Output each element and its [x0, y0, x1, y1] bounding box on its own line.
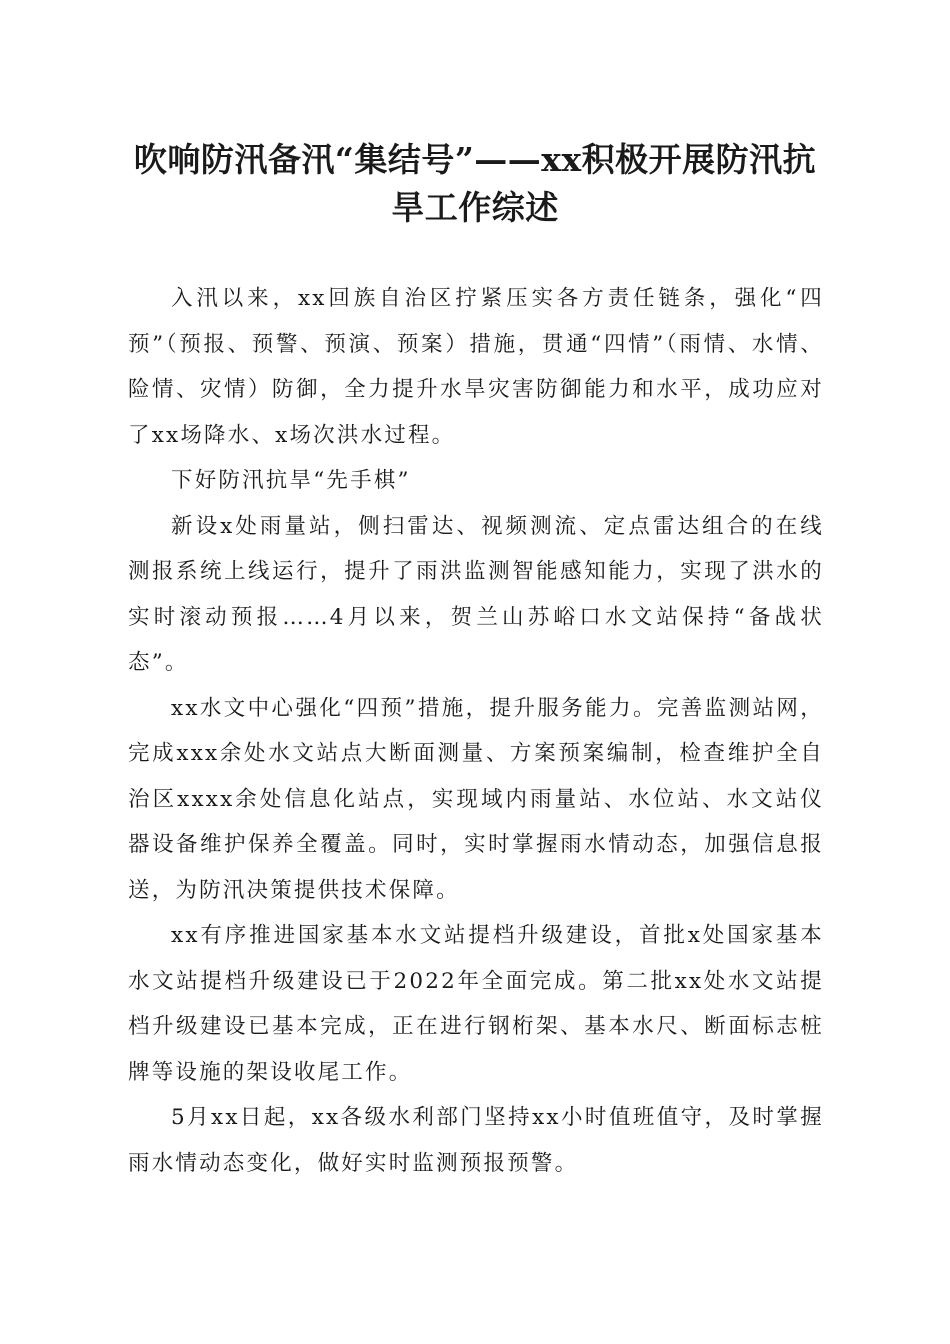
- section-heading: 下好防汛抗旱“先手棋”: [171, 468, 411, 493]
- paragraph-monitoring-stations: 新设x处雨量站，侧扫雷达、视频测流、定点雷达组合的在线测报系统上线运行，提升了雨洪监测智能感知能力，实现了洪水的实时滚动预报……4月以来，贺兰山苏峪口水文站保持“备战状态”。: [128, 513, 824, 675]
- paragraph-hydrology-center: xx水文中心强化“四预”措施，提升服务能力。完善监测站网，完成xxx余处水文站点大断面测量、方案预案编制，检查维护全自治区xxxx余处信息化站点，实现域内雨量站、水位站、水文站仪器设备维护保养全覆盖。同时，实时掌握雨水情动态，加强信息报送，为防汛决策提供技术保障。: [128, 695, 824, 903]
- paragraph-station-upgrade: xx有序推进国家基本水文站提档升级建设，首批x处国家基本水文站提档升级建设已于2022年全面完成。第二批xx处水文站提档升级建设已基本完成，正在进行钢桁架、基本水尺、断面标志桩牌等设施的架设收尾工作。: [128, 923, 824, 1085]
- document-body: [128, 276, 824, 1186]
- paragraph-duty-watch: 5月xx日起，xx各级水利部门坚持xx小时值班值守，及时掌握雨水情动态变化，做好实时监测预报预警。: [128, 1105, 824, 1176]
- paragraph-intro: 入汛以来，xx回族自治区拧紧压实各方责任链条，强化“四预”（预报、预警、预演、预案）措施，贯通“四情”（雨情、水情、险情、灾情）防御，全力提升水旱灾害防御能力和水平，成功应对了xx场降水、x场次洪水过程。: [128, 286, 824, 448]
- document-title: 吹响防汛备汛“集结号”——xx积极开展防汛抗旱工作综述: [133, 140, 817, 227]
